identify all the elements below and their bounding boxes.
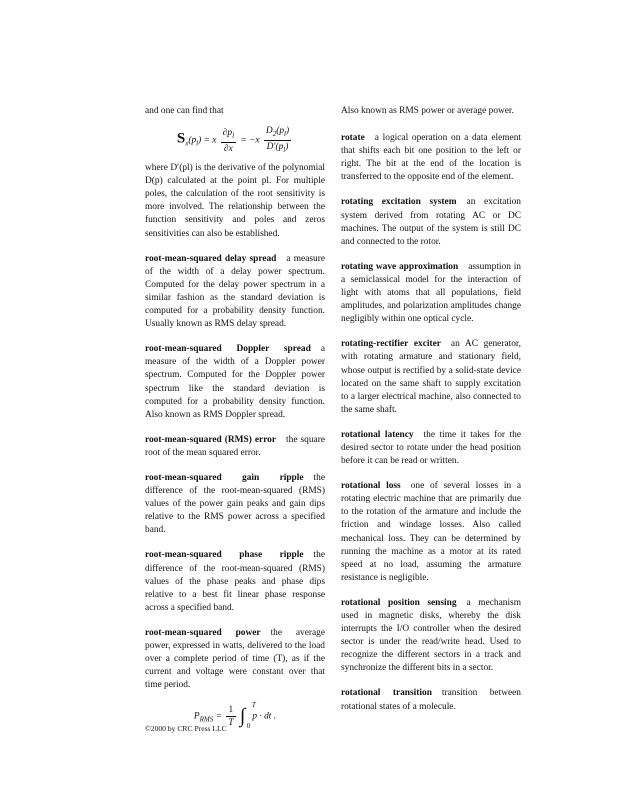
glossary-entry: [341, 338, 521, 417]
sensitivity-equation: $S_x(p_l) = x$ $\frac{\partial p_l}{\partial x}$ = −x $\frac{D_2(p_l)}{D'(p_l)}$: [176, 126, 290, 155]
left-column: [145, 105, 325, 735]
entry-term: rotational transition: [341, 688, 432, 699]
copyright-footer: ©2000 by CRC Press LLC: [145, 724, 227, 733]
glossary-entry: [145, 343, 325, 422]
entry-definition: the square root of the mean squared error.: [145, 434, 325, 458]
entry-term: rotate: [341, 133, 365, 144]
entry-term: rotating wave approximation: [341, 261, 459, 272]
entry-definition: one of several losses in a rotating electric machine that are primarily due to the rotation of the armature and include the friction and windage losses. Also called mechanical loss. They can be determined by running the machine as a motor at its rated speed at no load, assuming the armature resistance is negligible.: [341, 481, 522, 583]
entry-definition: an AC generator, with rotating armature and stationary field, whose output is rectified by a solid-state device located on the same shaft to supply excitation to a larger electrical machine, also connected to the same shaft.: [341, 339, 521, 415]
entry-term: rotating-rectifier exciter: [341, 339, 441, 350]
glossary-entry: [341, 480, 521, 585]
entry-definition: the average power, expressed in watts, delivered to the load over a complete period of time (T), as if the current and voltage were constant over that time period.: [145, 627, 325, 691]
entry-term: rotating excitation system: [341, 197, 457, 208]
glossary-entry: [341, 261, 521, 326]
continuation-text: Also known as RMS power or average power.: [341, 106, 514, 116]
intro-text: and one can find that: [145, 106, 224, 116]
entry-definition: the difference of the root-mean-squared (RMS) values of the phase peaks and phase dips relative to a best fit linear phase response across a specified band.: [145, 550, 325, 613]
glossary-entry: [341, 597, 521, 676]
entry-term: root-mean-squared power: [145, 627, 261, 638]
rms-power-equation: $P_{RMS}$ = $\frac{1}{T}$ ∫ T 0 p · dt .: [193, 701, 277, 731]
entry-term: rotational loss: [341, 481, 401, 492]
glossary-entry: [341, 132, 521, 184]
glossary-entry: [341, 429, 521, 468]
glossary-entry: [145, 627, 325, 692]
glossary-entry: [145, 549, 325, 614]
entry-definition: assumption in a semiclassical model for the interaction of light with atoms that all populations, field amplitudes, and polarization amplitudes change negligibly within one optical cycle.: [341, 261, 521, 325]
entry-definition: transition between rotational states of a molecule.: [341, 688, 521, 712]
entry-definition: a measure of the width of a delay power spectrum. Computed for the delay power spectrum in a similar fashion as the standard deviation is computed for a probability density function. Usually known as RMS delay spread.: [145, 253, 325, 330]
entry-definition: the difference of the root-mean-squared (RMS) values of the power gain peaks and gain dips relative to the RMS power across a specified band.: [145, 472, 325, 536]
glossary-entry: [341, 196, 521, 248]
entry-definition: a mechanism used in magnetic disks, whereby the disk interrupts the I/O controller when the desired sector is under the read/write head. Used to recognize the different sectors in a track and synchronize the different bits in a sector.: [341, 597, 521, 674]
glossary-entry: [341, 687, 521, 713]
entry-term: root-mean-squared phase ripple: [145, 550, 304, 561]
entry-term: root-mean-squared (RMS) error: [145, 434, 277, 445]
entry-definition: the time it takes for the desired sector to rotate under the head position before it can be read or written.: [341, 429, 521, 467]
entry-definition: an excitation system derived from rotating AC or DC machines. The output of the system is still DC and connected to the rotor.: [341, 197, 521, 247]
entry-term: rotational position sensing: [341, 597, 457, 608]
sensitivity-paragraph: where D′(pl) is the derivative of the polynomial D(p) calculated at the point pl. For multiple poles, the calculation of the root sensitivity is more involved. The relationship between the function sensitivity and poles and zeros sensitivities can also be established.: [145, 163, 325, 239]
glossary-entry: [145, 472, 325, 537]
entry-term: root-mean-squared delay spread: [145, 253, 277, 264]
entry-term: rotational latency: [341, 429, 414, 440]
entry-definition: a measure of the width of a Doppler power spectrum. Computed for the Doppler power spectrum like the standard deviation is computed for a probability density function. Also known as RMS Doppler spread.: [145, 344, 325, 420]
entry-definition: a logical operation on a data element that shifts each bit one position to the left or right. The bit at the end of the location is transferred to the opposite end of the element.: [341, 133, 521, 183]
entry-term: root-mean-squared gain ripple: [145, 472, 304, 483]
entry-term: root-mean-squared Doppler spread: [145, 344, 311, 355]
glossary-entry: [145, 434, 325, 460]
glossary-entry: [145, 253, 325, 332]
right-column: [341, 105, 521, 714]
